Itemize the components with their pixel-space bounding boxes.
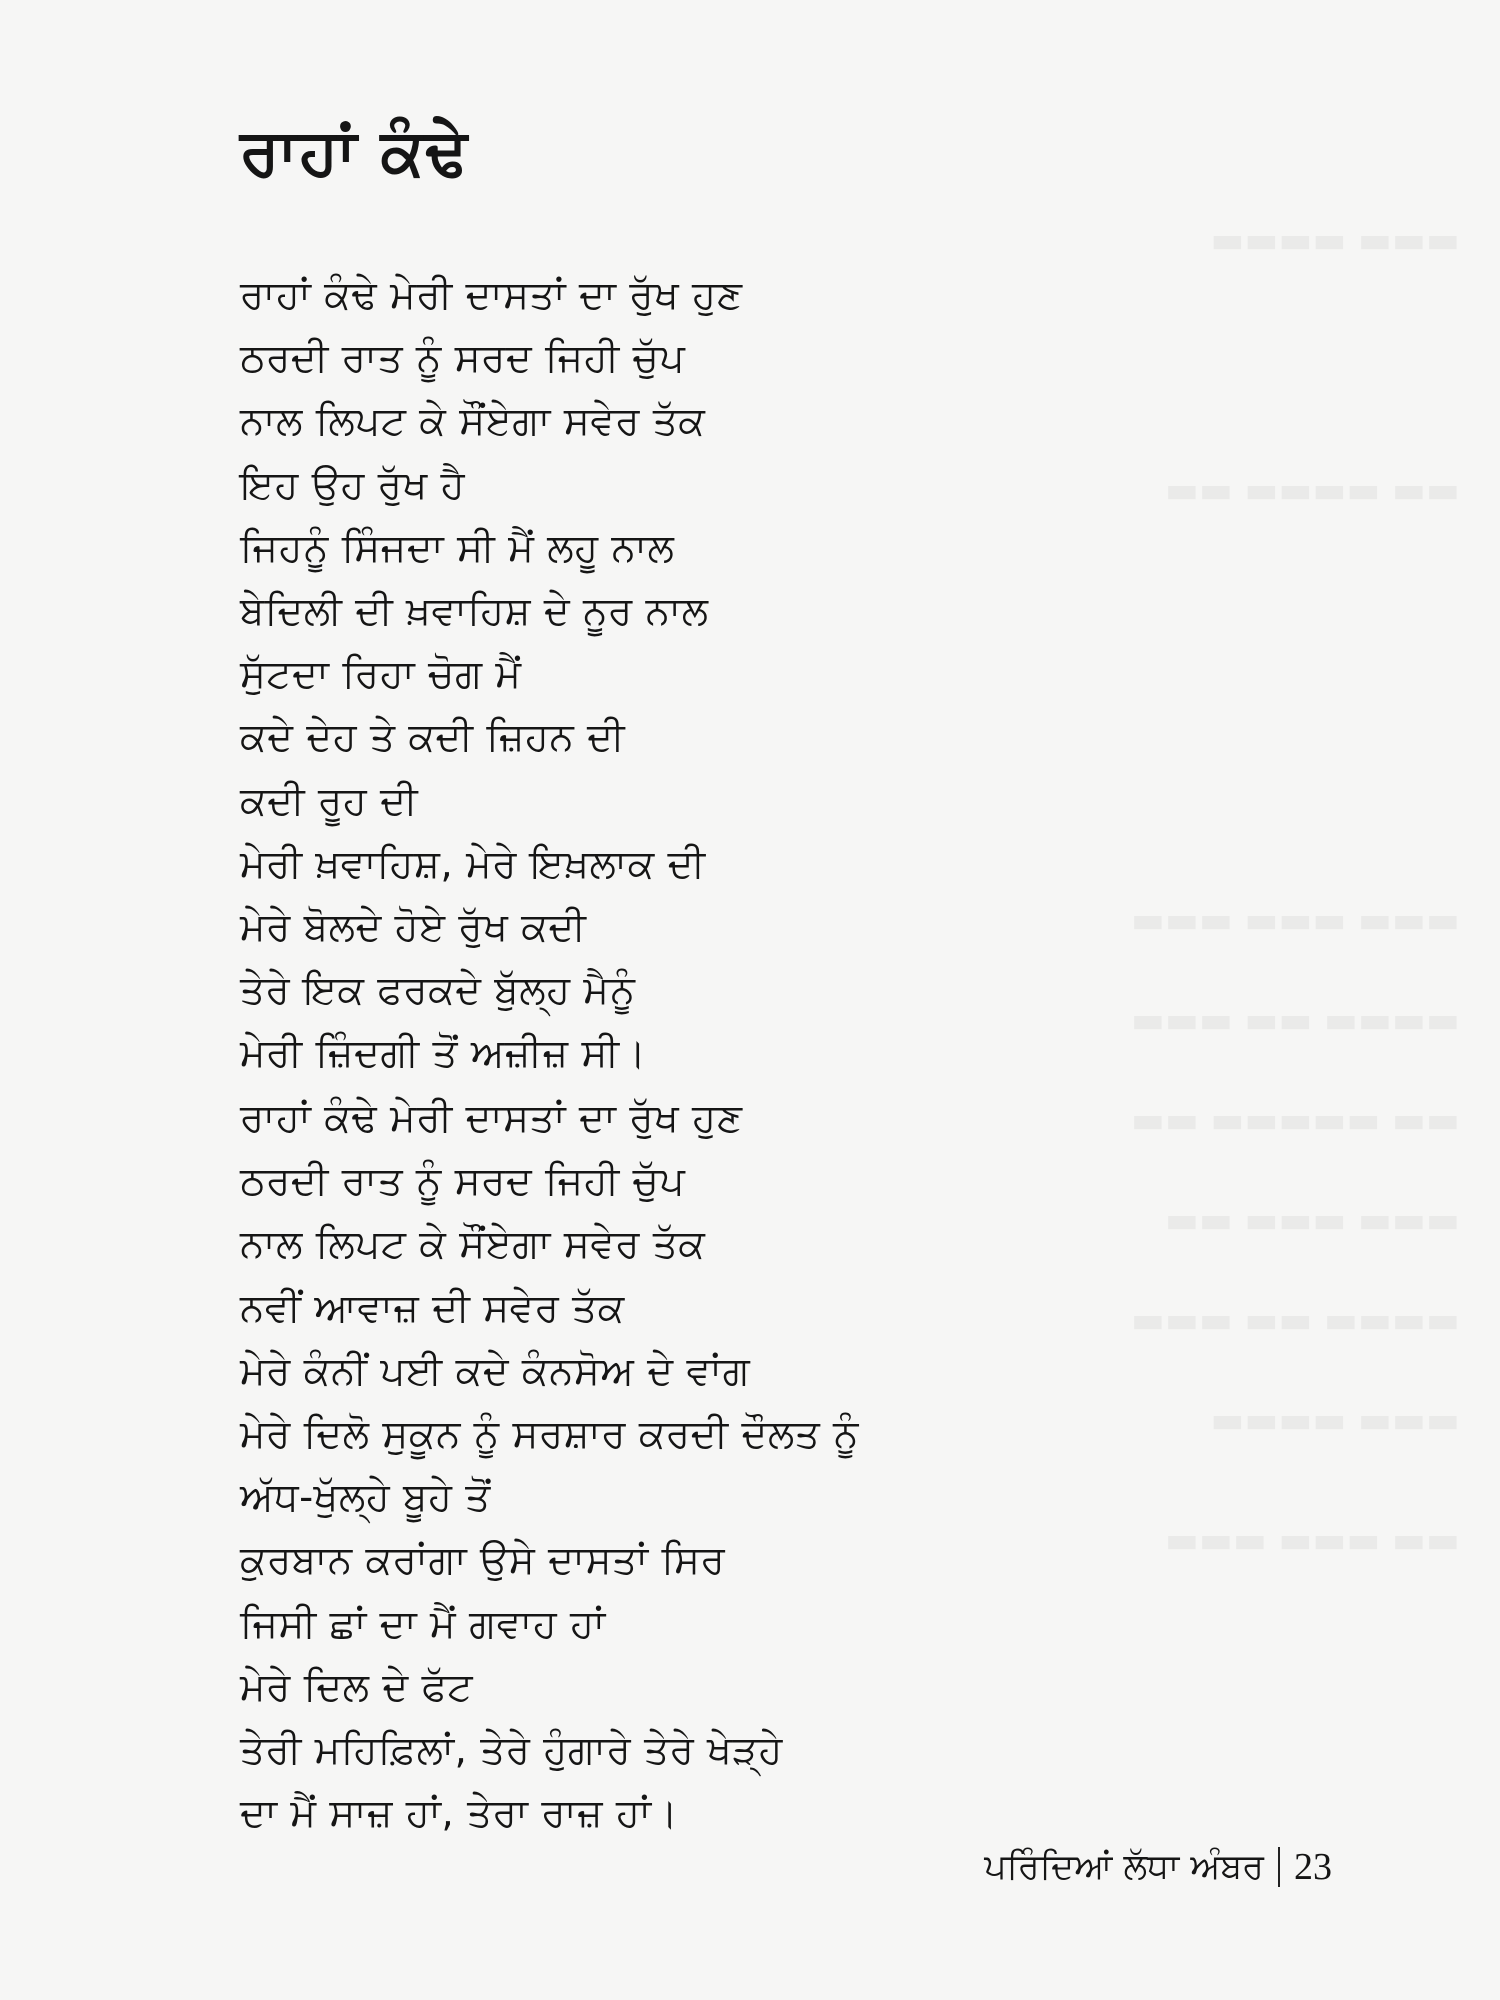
poem-line: ਦਾ ਮੈਂ ਸਾਜ਼ ਹਾਂ, ਤੇਰਾ ਰਾਜ਼ ਹਾਂ।: [240, 1791, 679, 1837]
poem-line: ਮੇਰੇ ਦਿਲ ਦੇ ਫੱਟ: [240, 1664, 474, 1710]
poem-line: ਮੇਰੀ ਖ਼ਵਾਹਿਸ਼, ਮੇਰੇ ਇਖ਼ਲਾਕ ਦੀ: [240, 841, 706, 887]
poem-line: ਅੱਧ-ਖੁੱਲ੍ਹੇ ਬੂਹੇ ਤੋਂ: [240, 1475, 491, 1521]
poem-line: ਕਦੇ ਦੇਹ ਤੇ ਕਦੀ ਜ਼ਿਹਨ ਦੀ: [240, 715, 626, 761]
poem-line: ਰਾਹਾਂ ਕੰਢੇ ਮੇਰੀ ਦਾਸਤਾਂ ਦਾ ਰੁੱਖ ਹੁਣ: [240, 1096, 743, 1141]
poem-line: ਨਵੀਂ ਆਵਾਜ਼ ਦੀ ਸਵੇਰ ਤੱਕ: [240, 1285, 625, 1331]
poem-title: ਰਾਹਾਂ ਕੰਢੇ: [240, 116, 469, 190]
stanza-2: [240, 1087, 859, 1845]
poem-line: ਮੇਰੇ ਦਿਲੋ ਸੁਕੂਨ ਨੂੰ ਸਰਸ਼ਾਰ ਕਰਦੀ ਦੌਲਤ ਨੂੰ: [240, 1411, 859, 1457]
poem-line: ਮੇਰੇ ਬੋਲਦੇ ਹੋਏ ਰੁੱਖ ਕਦੀ: [240, 904, 587, 950]
book-title: ਪਰਿੰਦਿਆਂ ਲੱਧਾ ਅੰਬਰ: [984, 1847, 1264, 1887]
poem-line: ਜਿਹਨੂੰ ਸਿੰਜਦਾ ਸੀ ਮੈਂ ਲਹੂ ਨਾਲ: [240, 525, 675, 571]
poem-line: ਨਾਲ ਲਿਪਟ ਕੇ ਸੌਂਏਗਾ ਸਵੇਰ ਤੱਕ: [240, 399, 706, 445]
poem-line: ਤੇਰੇ ਇਕ ਫਰਕਦੇ ਬੁੱਲ੍ਹ ਮੈਨੂੰ: [240, 968, 636, 1014]
stanza-1: [240, 264, 743, 1085]
poem-line: ਕਦੀ ਰੂਹ ਦੀ: [240, 778, 419, 824]
poem-line: ਰਾਹਾਂ ਕੰਢੇ ਮੇਰੀ ਦਾਸਤਾਂ ਦਾ ਰੁੱਖ ਹੁਣ: [240, 273, 743, 318]
page-footer: [984, 1845, 1332, 1889]
page-number: 23: [1294, 1846, 1332, 1888]
poem-line: ਠਰਦੀ ਰਾਤ ਨੂੰ ਸਰਦ ਜਿਹੀ ਚੁੱਪ: [240, 1159, 686, 1205]
poem-line: ਬੇਦਿਲੀ ਦੀ ਖ਼ਵਾਹਿਸ਼ ਦੇ ਨੂਰ ਨਾਲ: [240, 588, 709, 634]
poem-line: ਇਹ ਉਹ ਰੁੱਖ ਹੈ: [240, 462, 466, 508]
poem-line: ਕੁਰਬਾਨ ਕਰਾਂਗਾ ਉਸੇ ਦਾਸਤਾਂ ਸਿਰ: [240, 1538, 726, 1584]
poem-line: ਮੇਰੇ ਕੰਨੀਂ ਪਈ ਕਦੇ ਕੰਨਸੋਅ ਦੇ ਵਾਂਗ: [240, 1348, 751, 1394]
footer-divider: [1278, 1847, 1280, 1887]
poem-line: ਠਰਦੀ ਰਾਤ ਨੂੰ ਸਰਦ ਜਿਹੀ ਚੁੱਪ: [240, 336, 686, 382]
poem-line: ਮੇਰੀ ਜ਼ਿੰਦਗੀ ਤੋਂ ਅਜ਼ੀਜ਼ ਸੀ।: [240, 1031, 647, 1077]
poem-line: ਨਾਲ ਲਿਪਟ ਕੇ ਸੌਂਏਗਾ ਸਵੇਰ ਤੱਕ: [240, 1222, 706, 1268]
poem-line: ਤੇਰੀ ਮਹਿਫ਼ਿਲਾਂ, ਤੇਰੇ ਹੁੰਗਾਰੇ ਤੇਰੇ ਖੇੜ੍ਹੇ: [240, 1727, 783, 1773]
poem-line: ਸੁੱਟਦਾ ਰਿਹਾ ਚੋਗ ਮੈਂ: [240, 652, 522, 698]
poem-line: ਜਿਸੀ ਛਾਂ ਦਾ ਮੈਂ ਗਵਾਹ ਹਾਂ: [240, 1601, 606, 1647]
